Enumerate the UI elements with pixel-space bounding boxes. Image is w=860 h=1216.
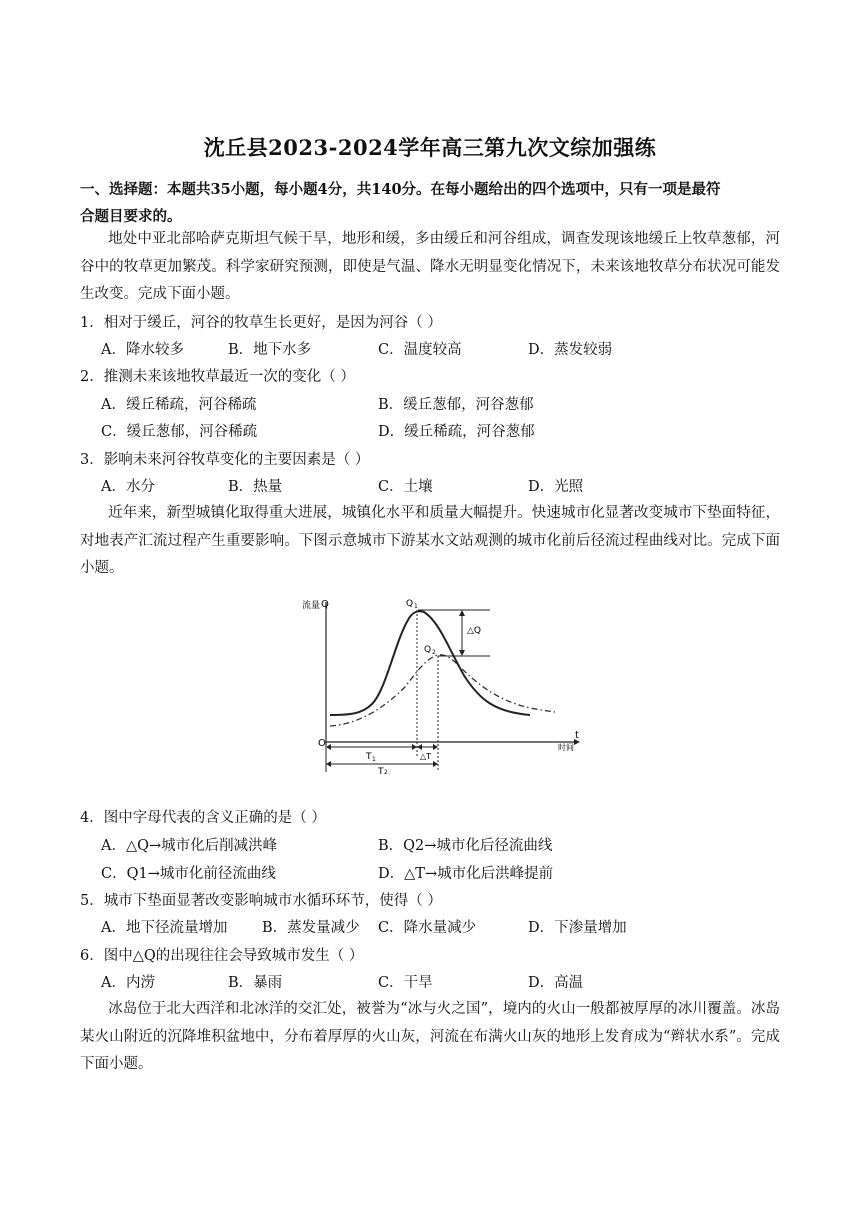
runoff-curve-q2 <box>330 655 555 726</box>
q1-option-a[interactable]: A．降水较多 <box>101 342 184 358</box>
t1-right-arrow-icon <box>412 744 417 750</box>
delta-q-label: △Q <box>467 626 482 636</box>
q4-option-a[interactable]: A．△Q→城市化后削减洪峰 <box>101 838 278 854</box>
passage-1 <box>80 226 780 309</box>
question-6-stem: 6．图中△Q的出现往往会导致城市发生（ ） <box>80 948 364 964</box>
passage-1-text: 地处中亚北部哈萨克斯坦气候干旱，地形和缓，多由缓丘和河谷组成，调查发现该地缓丘上牧草葱郁，河谷中的牧草更加繁茂。科学家研究预测，即使是气温、降水无明显变化情况下，未来该地牧草分布状况可能发生改变。完成下面小题。 <box>80 231 780 302</box>
delta-t-right-arrow-icon <box>433 744 438 750</box>
q6-option-a[interactable]: A．内涝 <box>101 975 155 991</box>
q6-option-c[interactable]: C．干旱 <box>378 975 433 991</box>
delta-q-arrow-down-icon <box>459 650 465 656</box>
x-axis-symbol: t <box>575 730 579 741</box>
t2-left-arrow-icon <box>326 761 331 767</box>
passage-2-text: 近年来，新型城镇化取得重大进展，城镇化水平和质量大幅提升。快速城市化显著改变城市下垫面特征，对地表产汇流过程产生重要影响。下图示意城市下游某水文站观测的城市化前后径流过程曲线对比。完成下面小题。 <box>80 505 780 576</box>
runoff-hydrograph-figure <box>290 592 590 774</box>
q2-option-a[interactable]: A．缓丘稀疏，河谷稀疏 <box>101 397 257 413</box>
q4-option-b[interactable]: B．Q2→城市化后径流曲线 <box>378 838 553 854</box>
exam-title: 沈丘县2023-2024学年高三第九次文综加强练 <box>203 135 657 160</box>
t2-label: T <box>378 767 384 774</box>
q4-option-d[interactable]: D．△T→城市化后洪峰提前 <box>378 866 554 882</box>
q5-option-a[interactable]: A．地下径流量增加 <box>101 920 228 936</box>
question-2-stem: 2．推测未来该地牧草最近一次的变化（ ） <box>80 369 355 385</box>
q5-option-c[interactable]: C．降水量减少 <box>378 920 477 936</box>
delta-t-left-arrow-icon <box>417 744 422 750</box>
passage-3-text: 冰岛位于北大西洋和北冰洋的交汇处，被誉为“冰与火之国”，境内的火山一般都被厚厚的冰川覆盖。冰岛某火山附近的沉降堆积盆地中，分布着厚厚的火山灰，河流在布满火山灰的地形上发育成为“辫状水系”。完成下面小题。 <box>80 1001 780 1072</box>
q3-option-b[interactable]: B．热量 <box>228 479 283 495</box>
t1-label-subscript: 1 <box>372 756 376 763</box>
x-axis-label: 时间 <box>558 743 574 752</box>
q1-label: Q <box>406 599 414 609</box>
delta-q-arrow-up-icon <box>459 610 465 616</box>
t2-label-subscript: 2 <box>384 769 388 774</box>
section-heading-line2: 合题目要求的。 <box>80 208 182 225</box>
section-heading-line1: 一、选择题：本题共35小题，每小题4分，共140分。在每小题给出的四个选项中，只有一项是最符 <box>80 181 721 198</box>
origin-label: O <box>318 738 326 749</box>
delta-t-label: △T <box>420 752 432 761</box>
q1-option-b[interactable]: B．地下水多 <box>228 342 312 358</box>
y-axis-label: 流量 <box>302 601 321 611</box>
question-5-stem: 5．城市下垫面显著改变影响城市水循环环节，使得（ ） <box>80 893 442 909</box>
q5-option-b[interactable]: B．蒸发量减少 <box>262 920 360 936</box>
q6-option-d[interactable]: D．高温 <box>528 975 584 991</box>
q1-label-subscript: 1 <box>414 603 418 610</box>
runoff-curve-q1 <box>330 611 530 715</box>
q3-option-a[interactable]: A．水分 <box>101 479 155 495</box>
q5-option-d[interactable]: D．下渗量增加 <box>528 920 627 936</box>
q1-option-c[interactable]: C．温度较高 <box>378 342 462 358</box>
passage-3 <box>80 996 780 1079</box>
question-1-stem: 1．相对于缓丘，河谷的牧草生长更好，是因为河谷（ ） <box>80 315 442 331</box>
q1-option-d[interactable]: D．蒸发较弱 <box>528 342 613 358</box>
q2-label: Q <box>424 645 432 655</box>
t1-left-arrow-icon <box>326 744 331 750</box>
q2-option-b[interactable]: B．缓丘葱郁，河谷葱郁 <box>378 397 534 413</box>
t2-right-arrow-icon <box>433 761 438 767</box>
q3-option-d[interactable]: D．光照 <box>528 479 584 495</box>
q3-option-c[interactable]: C．土壤 <box>378 479 433 495</box>
q2-option-c[interactable]: C．缓丘葱郁，河谷稀疏 <box>101 424 258 440</box>
q2-label-subscript: 2 <box>432 649 436 656</box>
passage-2 <box>80 500 780 583</box>
q2-option-d[interactable]: D．缓丘稀疏，河谷葱郁 <box>378 424 535 440</box>
question-3-stem: 3．影响未来河谷牧草变化的主要因素是（ ） <box>80 452 370 468</box>
question-4-stem: 4．图中字母代表的含义正确的是（ ） <box>80 810 326 826</box>
y-axis-symbol: Q <box>321 599 329 610</box>
t1-label: T <box>366 752 372 762</box>
q4-option-c[interactable]: C．Q1→城市化前径流曲线 <box>101 866 276 882</box>
q6-option-b[interactable]: B．暴雨 <box>228 975 283 991</box>
